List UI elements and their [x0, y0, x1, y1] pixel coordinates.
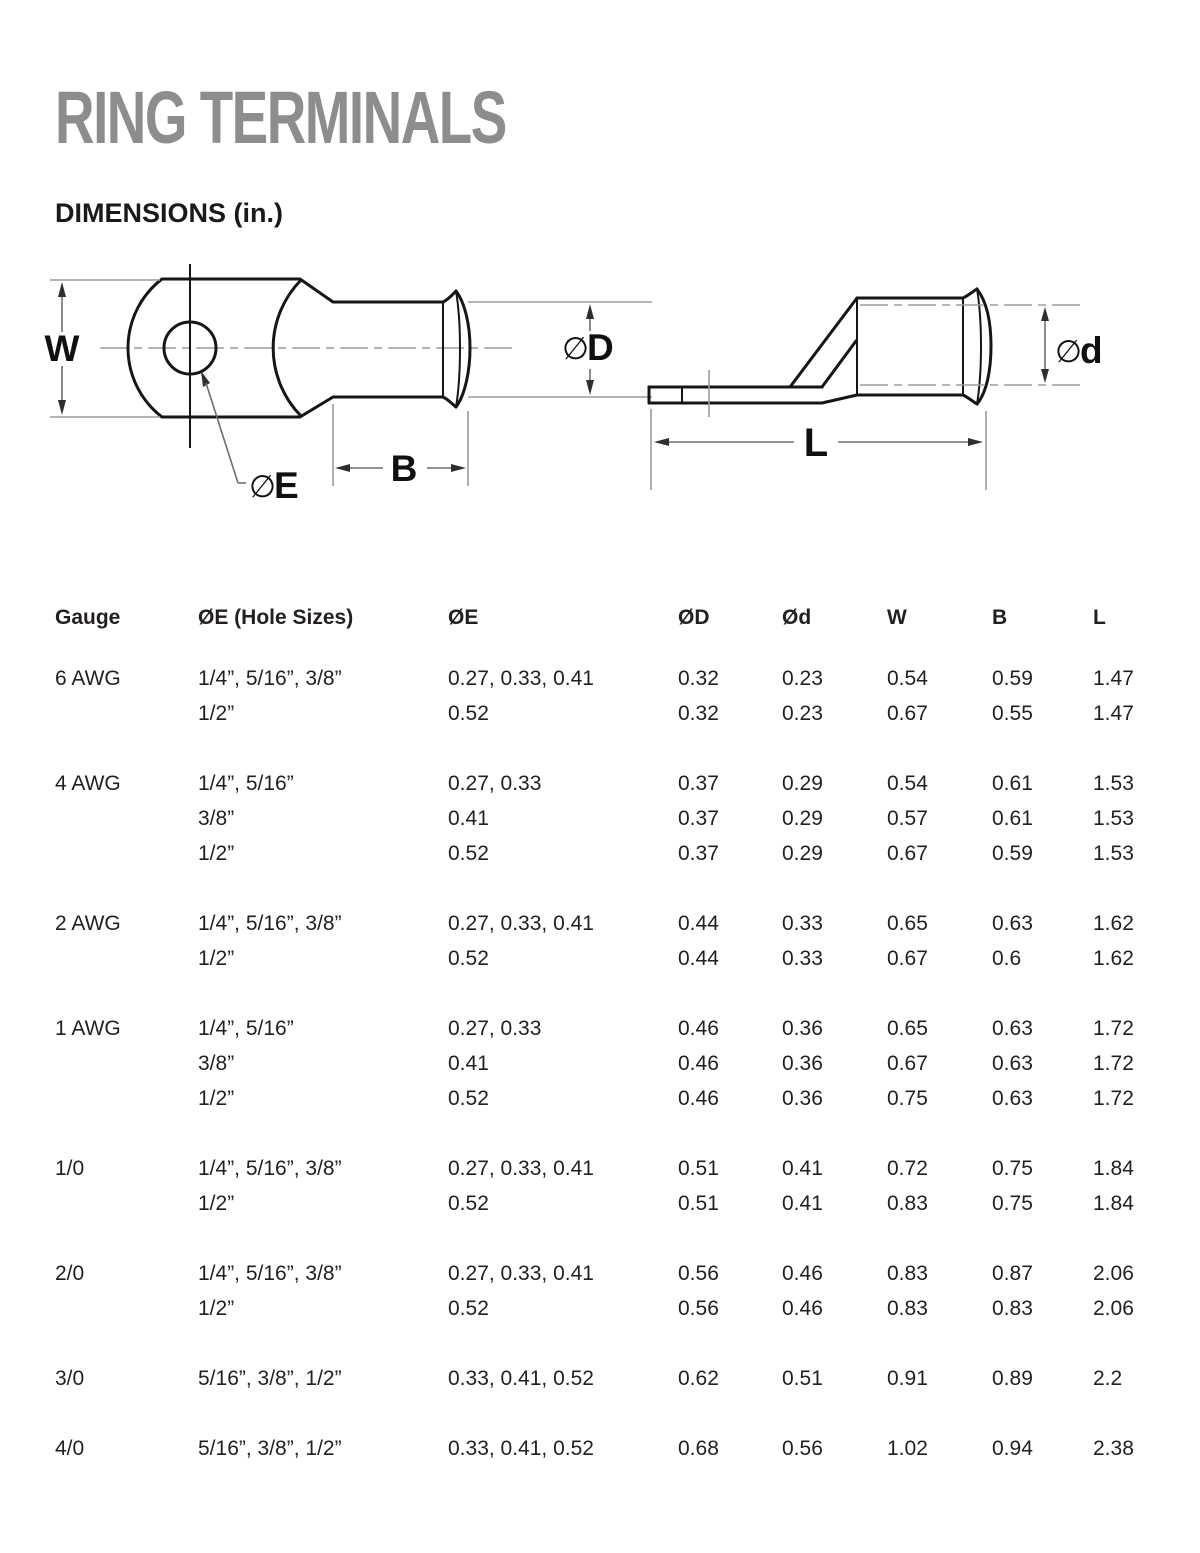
cell-w: 1.02 [887, 1437, 928, 1460]
cell-gauge: 1/0 [55, 1157, 85, 1180]
cell-l: 1.53 [1093, 842, 1134, 865]
cell-od: 0.62 [678, 1367, 719, 1390]
cell-od: 0.32 [678, 702, 719, 725]
header-b: B [992, 606, 1008, 629]
cell-b: 0.61 [992, 807, 1033, 830]
cell-l: 1.84 [1093, 1192, 1134, 1215]
cell-b: 0.75 [992, 1192, 1033, 1215]
w-arrow-up [58, 282, 66, 297]
table-row [55, 1158, 1165, 1180]
cell-od-small: 0.36 [782, 1087, 823, 1110]
cell-od-small: 0.41 [782, 1157, 823, 1180]
table-row [55, 1263, 1165, 1285]
cell-w: 0.83 [887, 1262, 928, 1285]
section-heading: DIMENSIONS (in.) [55, 198, 283, 228]
cell-gauge: 1 AWG [55, 1017, 121, 1040]
cell-w: 0.54 [887, 667, 928, 690]
cell-gauge [55, 703, 198, 725]
cell-hole-sizes: 1/2” [198, 1297, 235, 1320]
cell-od-small: 0.29 [782, 807, 823, 830]
cell-oe: 0.27, 0.33, 0.41 [448, 1157, 594, 1180]
cell-oe: 0.52 [448, 1297, 489, 1320]
table-row [55, 703, 1165, 725]
dim-label-w: W [44, 328, 80, 369]
ring-terminal-top-view-drawing [45, 264, 652, 506]
cell-gauge [55, 1088, 198, 1110]
table-row [55, 668, 1165, 690]
cell-gauge: 3/0 [55, 1367, 85, 1390]
cell-b: 0.94 [992, 1437, 1033, 1460]
cell-w: 0.65 [887, 912, 928, 935]
cell-l: 1.53 [1093, 772, 1134, 795]
cell-gauge: 2/0 [55, 1262, 85, 1285]
cell-l: 2.2 [1093, 1367, 1123, 1390]
table-row [55, 773, 1165, 795]
table-row [55, 1088, 1165, 1110]
cell-w: 0.65 [887, 1017, 928, 1040]
cell-hole-sizes: 1/2” [198, 947, 235, 970]
b-arrow-left [335, 464, 350, 472]
cell-gauge [55, 1193, 198, 1215]
oe-leader-arrow [201, 371, 210, 387]
header-hole-sizes: ØE (Hole Sizes) [198, 606, 354, 629]
page-title: RING TERMINALS [55, 76, 506, 159]
dimensions-table [55, 607, 1165, 1460]
ring-terminal-side-view-drawing [649, 289, 1103, 490]
cell-hole-sizes: 3/8” [198, 1052, 235, 1075]
l-arrow-right [968, 438, 983, 446]
cell-oe: 0.52 [448, 702, 489, 725]
od-arrow-up [586, 304, 594, 319]
cell-od: 0.56 [678, 1297, 719, 1320]
cell-l: 1.47 [1093, 702, 1134, 725]
cell-od: 0.46 [678, 1017, 719, 1040]
cell-hole-sizes: 1/2” [198, 1192, 235, 1215]
cell-gauge: 4 AWG [55, 772, 121, 795]
table-row [55, 1053, 1165, 1075]
cell-b: 0.75 [992, 1157, 1033, 1180]
cell-oe: 0.52 [448, 842, 489, 865]
cell-b: 0.63 [992, 1017, 1033, 1040]
header-oe: ØE [448, 606, 479, 629]
cell-b: 0.63 [992, 1087, 1033, 1110]
cell-od-small: 0.46 [782, 1297, 823, 1320]
table-row [55, 843, 1165, 865]
table-row [55, 1018, 1165, 1040]
cell-gauge: 2 AWG [55, 912, 121, 935]
barrel-rise-bottom [822, 395, 857, 403]
cell-hole-sizes: 1/4”, 5/16”, 3/8” [198, 912, 342, 935]
dim-label-b: B [390, 448, 418, 489]
cell-w: 0.54 [887, 772, 928, 795]
cell-hole-sizes: 1/2” [198, 702, 235, 725]
cell-hole-sizes: 1/4”, 5/16” [198, 772, 294, 795]
cell-w: 0.83 [887, 1297, 928, 1320]
cell-b: 0.63 [992, 912, 1033, 935]
cell-b: 0.59 [992, 667, 1033, 690]
cell-od-small: 0.33 [782, 912, 823, 935]
cell-w: 0.91 [887, 1367, 928, 1390]
header-gauge: Gauge [55, 606, 121, 629]
cell-od-small: 0.33 [782, 947, 823, 970]
cell-w: 0.67 [887, 947, 928, 970]
table-header-row [55, 607, 1165, 629]
lip-inner-edge [977, 289, 981, 404]
cell-l: 1.47 [1093, 667, 1134, 690]
cell-oe: 0.52 [448, 1192, 489, 1215]
cell-oe: 0.27, 0.33, 0.41 [448, 1262, 594, 1285]
cell-od-small: 0.46 [782, 1262, 823, 1285]
cell-od: 0.37 [678, 807, 719, 830]
table-row [55, 1438, 1165, 1460]
table-row [55, 1368, 1165, 1390]
cell-l: 2.38 [1093, 1437, 1134, 1460]
barrel-rise-inner [822, 341, 856, 387]
table-row [55, 1193, 1165, 1215]
cell-oe: 0.41 [448, 1052, 489, 1075]
cell-od: 0.46 [678, 1052, 719, 1075]
cell-l: 1.53 [1093, 807, 1134, 830]
cell-b: 0.6 [992, 947, 1022, 970]
dim-label-oe: E [274, 465, 299, 506]
header-l: L [1093, 606, 1106, 629]
dim-label-l: L [803, 421, 829, 465]
flare-top [443, 291, 456, 302]
cell-hole-sizes: 1/2” [198, 842, 235, 865]
diameter-symbol: ∅ [562, 331, 590, 367]
cell-l: 2.06 [1093, 1297, 1134, 1320]
cell-oe: 0.27, 0.33, 0.41 [448, 667, 594, 690]
cell-oe: 0.27, 0.33, 0.41 [448, 912, 594, 935]
cell-od-small: 0.29 [782, 772, 823, 795]
b-arrow-right [451, 464, 466, 472]
cell-b: 0.83 [992, 1297, 1033, 1320]
cell-oe: 0.52 [448, 947, 489, 970]
cell-od-small: 0.56 [782, 1437, 823, 1460]
table-row [55, 1298, 1165, 1320]
cell-hole-sizes: 1/4”, 5/16”, 3/8” [198, 1157, 342, 1180]
cell-oe: 0.33, 0.41, 0.52 [448, 1437, 594, 1460]
cell-b: 0.59 [992, 842, 1033, 865]
cell-gauge [55, 948, 198, 970]
cell-l: 1.72 [1093, 1052, 1134, 1075]
cell-od-small: 0.51 [782, 1367, 823, 1390]
l-arrow-left [654, 438, 669, 446]
cell-w: 0.72 [887, 1157, 928, 1180]
cell-b: 0.89 [992, 1367, 1033, 1390]
header-od-small: Ød [782, 606, 812, 629]
cell-od: 0.51 [678, 1192, 719, 1215]
od-arrow-down [586, 380, 594, 395]
cell-w: 0.75 [887, 1087, 928, 1110]
header-od: ØD [678, 606, 710, 629]
odsmall-arrow-up [1041, 307, 1049, 321]
cell-od: 0.51 [678, 1157, 719, 1180]
cell-b: 0.55 [992, 702, 1033, 725]
cell-hole-sizes: 1/2” [198, 1087, 235, 1110]
table-row [55, 808, 1165, 830]
cell-od: 0.56 [678, 1262, 719, 1285]
cell-hole-sizes: 3/8” [198, 807, 235, 830]
cell-b: 0.63 [992, 1052, 1033, 1075]
cell-w: 0.57 [887, 807, 928, 830]
table-row [55, 948, 1165, 970]
cell-od: 0.37 [678, 842, 719, 865]
cell-l: 2.06 [1093, 1262, 1134, 1285]
cell-od: 0.46 [678, 1087, 719, 1110]
cell-gauge: 4/0 [55, 1437, 85, 1460]
cell-oe: 0.52 [448, 1087, 489, 1110]
flare-bottom [443, 397, 456, 407]
dimensions-figure [0, 250, 1200, 520]
cell-l: 1.72 [1093, 1087, 1134, 1110]
cell-od: 0.68 [678, 1437, 719, 1460]
cell-oe: 0.27, 0.33 [448, 1017, 542, 1040]
cell-w: 0.83 [887, 1192, 928, 1215]
barrel-rise-outer [790, 298, 857, 387]
cell-w: 0.67 [887, 1052, 928, 1075]
cell-od: 0.44 [678, 947, 719, 970]
cell-oe: 0.33, 0.41, 0.52 [448, 1367, 594, 1390]
table-row [55, 913, 1165, 935]
cell-w: 0.67 [887, 702, 928, 725]
cell-hole-sizes: 1/4”, 5/16” [198, 1017, 294, 1040]
cell-hole-sizes: 5/16”, 3/8”, 1/2” [198, 1367, 342, 1390]
cell-gauge [55, 843, 198, 865]
cell-od: 0.44 [678, 912, 719, 935]
dim-label-odsmall: d [1080, 330, 1103, 371]
cell-od-small: 0.36 [782, 1017, 823, 1040]
cell-w: 0.67 [887, 842, 928, 865]
cell-b: 0.87 [992, 1262, 1033, 1285]
cell-oe: 0.41 [448, 807, 489, 830]
cell-b: 0.61 [992, 772, 1033, 795]
cell-od-small: 0.23 [782, 667, 823, 690]
odsmall-arrow-down [1041, 369, 1049, 383]
diameter-symbol: ∅ [1055, 334, 1083, 370]
cell-od-small: 0.29 [782, 842, 823, 865]
cell-gauge [55, 1053, 198, 1075]
cell-l: 1.72 [1093, 1017, 1134, 1040]
cell-od-small: 0.36 [782, 1052, 823, 1075]
header-w: W [887, 606, 907, 629]
cell-od: 0.32 [678, 667, 719, 690]
cell-hole-sizes: 1/4”, 5/16”, 3/8” [198, 1262, 342, 1285]
cell-gauge: 6 AWG [55, 667, 121, 690]
cell-od: 0.37 [678, 772, 719, 795]
diameter-symbol: ∅ [249, 469, 277, 505]
cell-oe: 0.27, 0.33 [448, 772, 542, 795]
cell-od-small: 0.23 [782, 702, 823, 725]
cell-hole-sizes: 1/4”, 5/16”, 3/8” [198, 667, 342, 690]
cell-l: 1.62 [1093, 947, 1134, 970]
flare-top [963, 289, 977, 298]
cell-gauge [55, 1298, 198, 1320]
cell-hole-sizes: 5/16”, 3/8”, 1/2” [198, 1437, 342, 1460]
w-arrow-down [58, 400, 66, 415]
cell-gauge [55, 808, 198, 830]
dim-label-od: D [587, 327, 614, 368]
cell-l: 1.84 [1093, 1157, 1134, 1180]
flare-bottom [963, 395, 977, 404]
lip-inner-edge [456, 291, 460, 407]
cell-od-small: 0.41 [782, 1192, 823, 1215]
cell-l: 1.62 [1093, 912, 1134, 935]
